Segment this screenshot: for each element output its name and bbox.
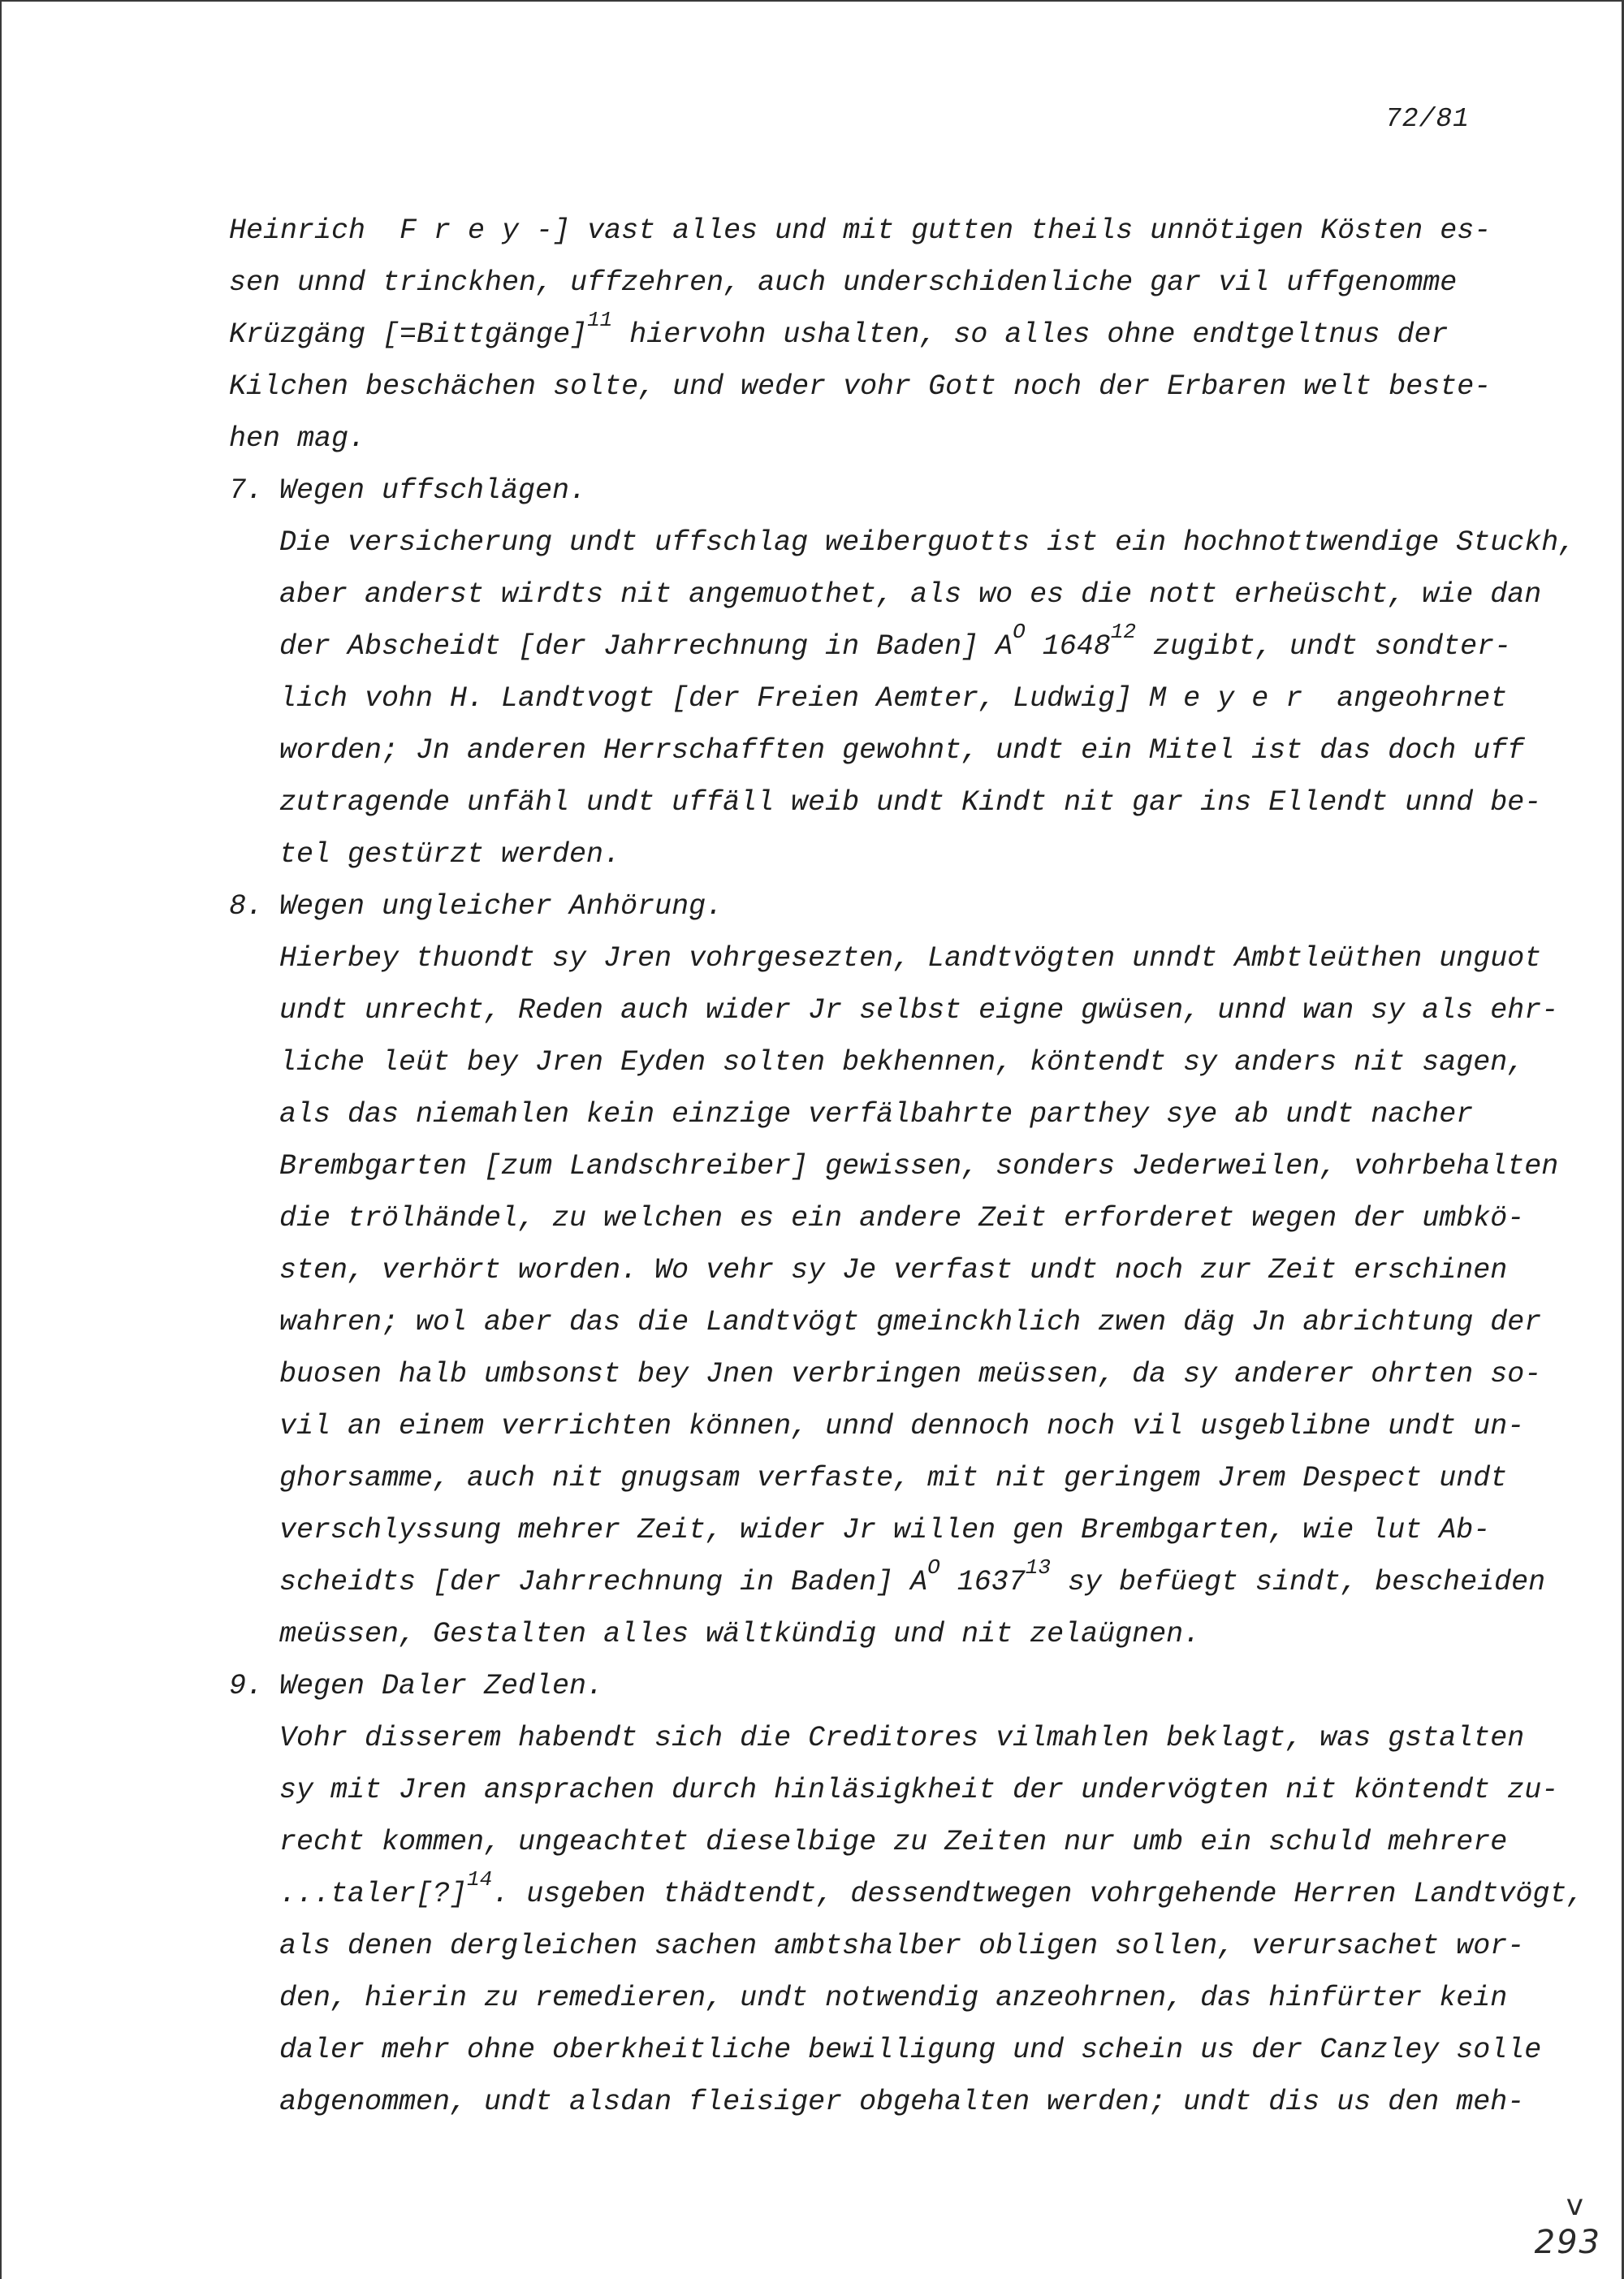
text-run: hiervohn ushalten, so alles ohne endtgeltnus der	[612, 318, 1449, 351]
corner-page-number: 293	[1534, 2224, 1601, 2261]
document-body	[229, 205, 1584, 2128]
text-line	[229, 257, 1528, 309]
text-run: tel gestürzt werden.	[279, 838, 621, 871]
section-heading	[229, 880, 1528, 932]
text-run: als denen dergleichen sachen ambtshalber obligen sollen, verursachet wor-	[279, 1930, 1525, 1962]
text-line	[229, 1608, 1528, 1660]
section-number: 8.	[229, 890, 264, 923]
section-title: Wegen Daler Zedlen.	[279, 1670, 604, 1702]
corner-mark-v: v	[1566, 2189, 1583, 2222]
text-run: abgenommen, undt alsdan fleisiger obgehalten werden; undt dis us den meh-	[279, 2086, 1525, 2118]
text-line	[229, 1088, 1528, 1140]
text-line	[229, 1764, 1559, 1816]
text-line	[229, 309, 1528, 361]
text-line	[229, 205, 1528, 257]
text-run: recht kommen, ungeachtet dieselbige zu Zeiten nur umb ein schuld mehrere	[279, 1826, 1508, 1858]
text-line	[229, 1192, 1528, 1244]
text-run: undt unrecht, Reden auch wider Jr selbst eigne gwüsen, unnd wan sy als ehr-	[279, 994, 1559, 1027]
text-line	[229, 1036, 1528, 1088]
text-run: . usgeben thädtendt, dessendtwegen vohrgehende Herren Landtvögt,	[492, 1878, 1584, 1910]
text-line	[229, 413, 1528, 465]
text-line	[229, 724, 1528, 776]
text-line	[229, 1920, 1528, 1972]
superscript: 13	[1025, 1555, 1051, 1580]
text-run: die trölhändel, zu welchen es ein andere Zeit erforderet wegen der umbkö-	[279, 1202, 1525, 1235]
superscript: O	[1013, 620, 1026, 644]
text-line	[229, 1348, 1542, 1400]
text-run: worden; Jn anderen Herrschafften gewohnt, undt ein Mitel ist das doch uff	[279, 734, 1525, 767]
text-line	[229, 776, 1542, 828]
text-run: der Abscheidt [der Jahrrechnung in Baden] A	[279, 630, 1013, 663]
section-heading	[229, 1660, 1528, 1712]
text-line	[229, 932, 1542, 984]
text-run: 1648	[1025, 630, 1111, 663]
text-line	[229, 672, 1528, 724]
text-run: sten, verhört worden. Wo vehr sy Je verfast undt noch zur Zeit erschinen	[279, 1254, 1508, 1287]
text-run: meüssen, Gestalten alles wältkündig und nit zelaügnen.	[279, 1618, 1201, 1650]
text-line	[229, 1555, 1546, 1608]
text-run: buosen halb umbsonst bey Jnen verbringen meüssen, da sy anderer ohrten so-	[279, 1358, 1542, 1390]
text-run: als das niemahlen kein einzige verfälbahrte parthey sye ab undt nacher	[279, 1098, 1474, 1131]
text-run: den, hierin zu remedieren, undt notwendig anzeohrnen, das hinfürter kein	[279, 1982, 1508, 2014]
text-line	[229, 1140, 1559, 1192]
superscript: O	[927, 1555, 940, 1580]
text-run: sen unnd trinckhen, uffzehren, auch underschidenliche gar vil uffgenomme	[229, 266, 1458, 299]
text-run: zutragende unfähl undt uffäll weib undt Kindt nit gar ins Ellendt unnd be-	[279, 786, 1542, 819]
text-line	[229, 1452, 1528, 1504]
text-run: liche leüt bey Jren Eyden solten bekhennen, köntendt sy anders nit sagen,	[279, 1046, 1525, 1079]
text-run: Die versicherung undt uffschlag weiberguotts ist ein hochnottwendige Stuckh,	[279, 526, 1576, 559]
section-title: Wegen uffschlägen.	[279, 474, 587, 507]
page-border-left	[0, 0, 2, 2279]
section-number: 7.	[229, 474, 264, 507]
text-line	[229, 1400, 1528, 1452]
text-line	[229, 984, 1559, 1036]
text-line	[229, 621, 1528, 672]
text-line	[229, 2076, 1528, 2128]
text-run: sy mit Jren ansprachen durch hinläsigkheit der undervögten nit köntendt zu-	[279, 1774, 1559, 1806]
text-run: wahren; wol aber das die Landtvögt gmeinckhlich zwen däg Jn abrichtung der	[279, 1306, 1542, 1338]
page-border-top	[0, 0, 1624, 2]
text-run: ghorsamme, auch nit gnugsam verfaste, mit nit geringem Jrem Despect undt	[279, 1462, 1508, 1494]
page-number: 72/81	[1384, 104, 1470, 134]
text-run: sy befüegt sindt, bescheiden	[1051, 1566, 1546, 1598]
text-run: ...taler[?]	[279, 1878, 468, 1910]
text-line	[229, 1296, 1542, 1348]
text-line	[229, 1867, 1584, 1920]
text-line	[229, 1244, 1528, 1296]
text-line	[229, 1712, 1528, 1764]
text-run: scheidts [der Jahrrechnung in Baden] A	[279, 1566, 928, 1598]
text-run: verschlyssung mehrer Zeit, wider Jr willen gen Brembgarten, wie lut Ab-	[279, 1514, 1491, 1546]
text-line	[229, 828, 1528, 880]
section-title: Wegen ungleicher Anhörung.	[279, 890, 723, 923]
text-line	[229, 517, 1576, 569]
section-number: 9.	[229, 1670, 264, 1702]
text-line	[229, 2024, 1542, 2076]
text-run: Hierbey thuondt sy Jren vohrgesezten, Landtvögten unndt Ambtleüthen unguot	[279, 942, 1542, 975]
text-line	[229, 1816, 1528, 1868]
text-run: Vohr disserem habendt sich die Creditores vilmahlen beklagt, was gstalten	[279, 1722, 1525, 1754]
text-line	[229, 569, 1542, 621]
text-line	[229, 1504, 1528, 1556]
superscript: 11	[587, 308, 613, 332]
text-run: Heinrich F r e y -] vast alles und mit gutten theils unnötigen Kösten es-	[229, 214, 1492, 247]
text-run: 1637	[939, 1566, 1026, 1598]
text-run: Kilchen beschächen solte, und weder vohr Gott noch der Erbaren welt beste-	[229, 370, 1492, 403]
text-run: daler mehr ohne oberkheitliche bewilligung und schein us der Canzley solle	[279, 2034, 1542, 2066]
superscript: 12	[1110, 620, 1137, 644]
text-run: aber anderst wirdts nit angemuothet, als wo es die nott erheüscht, wie dan	[279, 578, 1542, 611]
text-run: Brembgarten [zum Landschreiber] gewissen, sonders Jederweilen, vohrbehalten	[279, 1150, 1559, 1183]
superscript: 14	[467, 1867, 493, 1892]
text-run: lich vohn H. Landtvogt [der Freien Aemter, Ludwig] M e y e r angeohrnet	[279, 682, 1508, 715]
section-heading	[229, 465, 1528, 517]
text-line	[229, 1972, 1528, 2024]
text-run: zugibt, undt sondter-	[1136, 630, 1512, 663]
text-run: Krüzgäng [=Bittgänge]	[229, 318, 588, 351]
text-run: vil an einem verrichten können, unnd dennoch noch vil usgeblibne undt un-	[279, 1410, 1525, 1442]
text-run: hen mag.	[229, 422, 366, 455]
text-line	[229, 361, 1528, 413]
